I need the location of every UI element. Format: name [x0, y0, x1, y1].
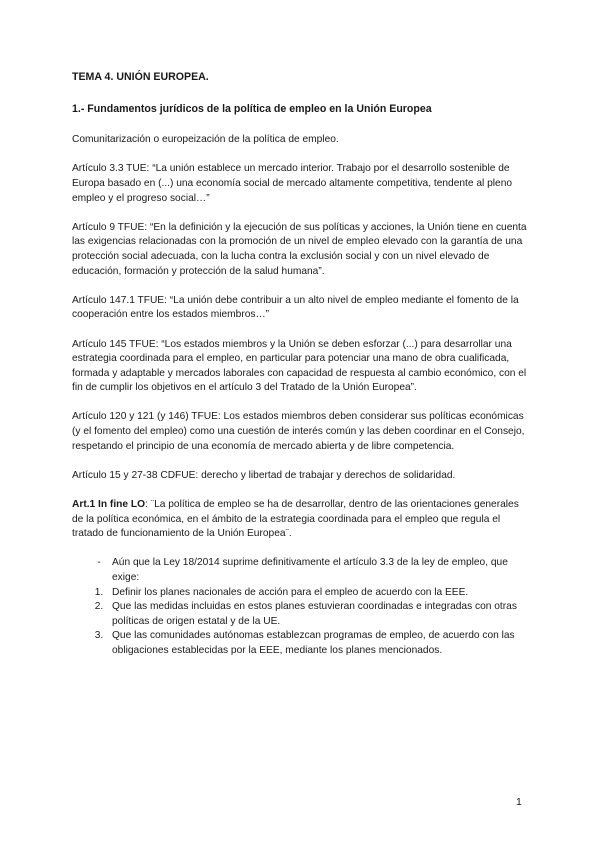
section-heading: 1.- Fundamentos jurídicos de la política de empleo en la Unión Europea: [72, 102, 432, 115]
paragraph-art-15-cdfue: Artículo 15 y 27-38 CDFUE: derecho y libertad de trabajar y derechos de solidaridad.: [72, 469, 456, 481]
list-item: [90, 586, 532, 601]
list-item: [90, 556, 532, 585]
paragraph-art-1-lo: [72, 498, 532, 542]
document-title: TEMA 4. UNIÓN EUROPEA.: [72, 71, 209, 83]
art-1-text: : ¨La política de empleo se ha de desarrollar, dentro de las orientaciones generales de la política económica, en el ámbito de la estrategia coordinada para el empleo que regula el tratado de funcionamiento de la Unión Europea¨.: [72, 499, 519, 540]
list-item-text: Que las comunidades autónomas establezcan programas de empleo, de acuerdo con las obligaciones establecidas por la EEE, mediante los planes mencionados.: [112, 630, 515, 656]
paragraph-intro: Comunitarización o europeización de la política de empleo.: [72, 134, 339, 146]
list-item: [90, 600, 532, 629]
art-1-label: Art.1 In fine LO: [72, 499, 146, 511]
list-item-text: Definir los planes nacionales de acción para el empleo de acuerdo con la EEE.: [112, 586, 469, 598]
list-marker: 1.: [94, 586, 104, 598]
list-marker: 3.: [94, 630, 104, 642]
list-item: [90, 629, 532, 658]
paragraph-art-9-tfue: Artículo 9 TFUE: “En la definición y la ejecución de sus políticas y acciones, la Unión tiene en cuenta las exigencias relacionadas con la promoción de un nivel de empleo elevado con la garantía de una protección social adecuada, con la lucha contra la exclusión social y con un nivel elevado de educación, formación y protección de la salud humana”.: [72, 221, 527, 277]
paragraph-art-120-121-tfue: Artículo 120 y 121 (y 146) TFUE: Los estados miembros deben considerar sus políticas económicas (y el fomento del empleo) como una cuestión de interés común y las deben coordinar en el Consejo, respetando el principio de una economía de mercado abierta y de libre competencia.: [72, 411, 525, 452]
list-item-text: Que las medidas incluidas en estos planes estuvieran coordinadas e integradas con otras políticas de origen estatal y de la UE.: [112, 601, 517, 627]
list-item-text: Aún que la Ley 18/2014 suprime definitivamente el artículo 3.3 de la ley de empleo, que exige:: [112, 557, 508, 583]
paragraph-art-147-tfue: Artículo 147.1 TFUE: “La unión debe contribuir a un alto nivel de empleo mediante el fomento de la cooperación entre los estados miembros…”: [72, 294, 519, 321]
obligations-list-wrapper: [90, 556, 532, 658]
list-marker: -: [97, 557, 101, 569]
paragraph-art-145-tfue: Artículo 145 TFUE: “Los estados miembros y la Unión se deben esforzar (...) para desarrollar una estrategia coordinada para el empleo, en particular para potenciar una mano de obra cualificada, formada y adaptable y mercados laborales con capacidad de respuesta al cambio económico, con el fin de cumplir los objetivos en el artículo 3 del Tratado de la Unión Europea”.: [72, 338, 527, 394]
obligations-list: [90, 556, 532, 658]
document-body: [72, 70, 532, 659]
page-number: 1: [516, 796, 522, 808]
paragraph-art-3-3-tue: Artículo 3.3 TUE: “La unión establece un mercado interior. Trabajo por el desarrollo sostenible de Europa basado en (...) una economía social de mercado altamente competitiva, tendente al pleno empleo y el progreso social…”: [72, 163, 513, 204]
list-marker: 2.: [94, 601, 104, 613]
